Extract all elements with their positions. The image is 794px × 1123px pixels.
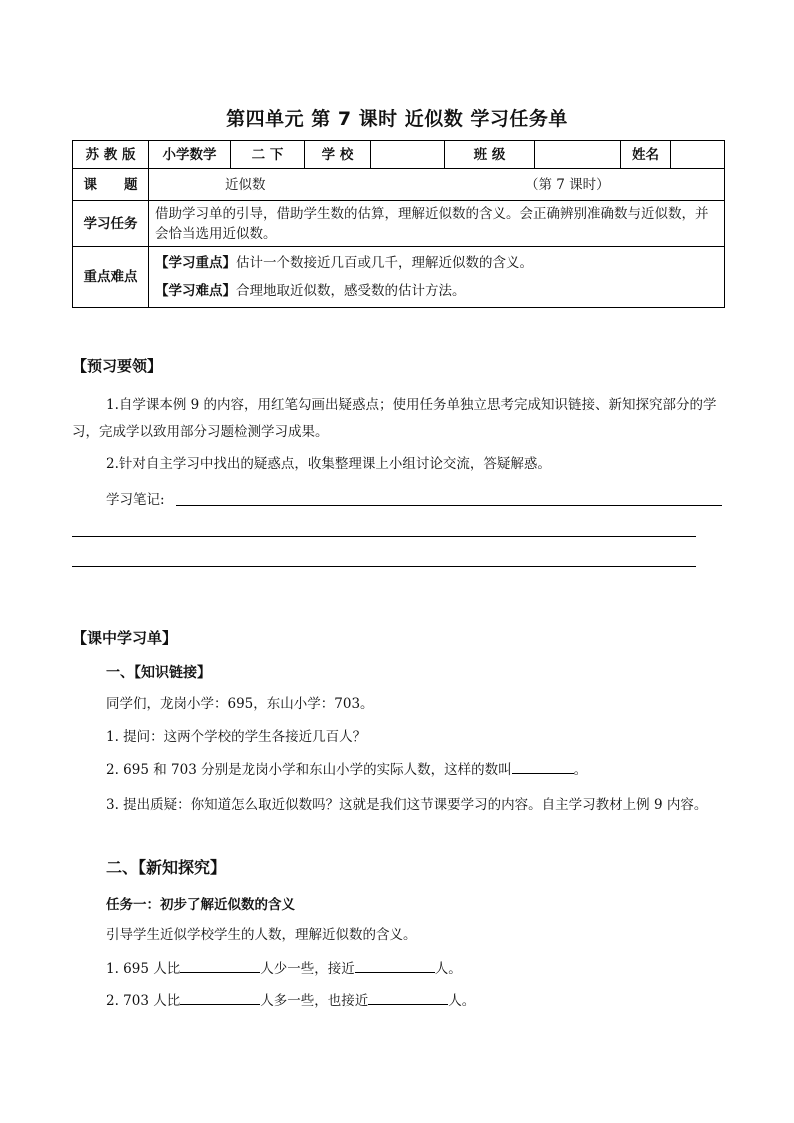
- knowledge-link-heading: 一、【知识链接】: [106, 665, 211, 681]
- notes-label: 学习笔记:: [106, 492, 165, 508]
- school-field[interactable]: [371, 141, 445, 169]
- task1-q2-part-b: 人多一些，也接近: [260, 993, 369, 1009]
- task1-heading: 任务一：初步了解近似数的含义: [106, 897, 295, 913]
- task1-q2: [106, 990, 475, 1011]
- question-3: 3. 提出质疑：你知道怎么取近似数吗？这就是我们这节课要学习的内容。自主学习教材上例 9 内容。: [106, 797, 708, 813]
- task1-q2-part-c: 人。: [448, 993, 476, 1009]
- question-2-end: 。: [573, 762, 588, 778]
- grade-cell: 二 下: [231, 141, 305, 169]
- task1-q1-blank-1[interactable]: [180, 958, 260, 973]
- task1-q1-part-c: 人。: [434, 961, 462, 977]
- task-label: 学习任务: [73, 201, 149, 247]
- new-knowledge-heading: 二、【新知探究】: [106, 858, 227, 877]
- name-label: 姓名: [621, 141, 671, 169]
- preview-heading: 【预习要领】: [72, 357, 163, 375]
- task1-intro: 引导学生近似学校学生的人数，理解近似数的含义。: [106, 927, 417, 943]
- task1-q1: [106, 958, 462, 979]
- school-label: 学 校: [305, 141, 371, 169]
- key-point-row: [155, 249, 718, 277]
- difficulty-text: 合理地取近似数，感受数的估计方法。: [236, 283, 466, 299]
- answer-blank[interactable]: [512, 759, 574, 774]
- key-label: 重点难点: [73, 247, 149, 308]
- question-1: 1. 提问：这两个学校的学生各接近几百人？: [106, 729, 367, 745]
- difficulty-row: [155, 277, 718, 305]
- task1-q1-blank-2[interactable]: [355, 958, 435, 973]
- name-field[interactable]: [671, 141, 725, 169]
- preview-item-2: 2.针对自主学习中找出的疑惑点，收集整理课上小组讨论交流，答疑解惑。: [106, 456, 551, 472]
- inclass-heading: 【课中学习单】: [72, 629, 178, 647]
- key-point-text: 估计一个数接近几百或几千，理解近似数的含义。: [236, 255, 533, 271]
- subject-cell: 小学数学: [149, 141, 231, 169]
- key-point-tag: 【学习重点】: [155, 255, 236, 271]
- difficulty-tag: 【学习难点】: [155, 283, 236, 299]
- task1-q2-part-a: 2. 703 人比: [106, 993, 181, 1009]
- class-field[interactable]: [535, 141, 621, 169]
- task1-q2-blank-1[interactable]: [180, 990, 260, 1005]
- info-table: [72, 140, 725, 308]
- notes-line-1[interactable]: [176, 505, 722, 506]
- intro-schools: 同学们，龙岗小学：695，东山小学：703。: [106, 696, 374, 712]
- preview-item-1: 1.自学课本例 9 的内容，用红笔勾画出疑惑点；使用任务单独立思考完成知识链接、新知探究部分的学习，完成学以致用部分习题检测学习成果。: [72, 397, 717, 440]
- topic-label: 课 题: [73, 169, 149, 201]
- page-title: 第四单元 第 7 课时 近似数 学习任务单: [226, 108, 568, 130]
- notes-line-3[interactable]: [72, 566, 696, 567]
- question-2: [106, 759, 587, 780]
- task-text: 借助学习单的引导，借助学生数的估算，理解近似数的含义。会正确辨别准确数与近似数，并会恰当选用近似数。: [149, 201, 725, 247]
- topic-value: 近似数: [225, 176, 266, 193]
- notes-line-2[interactable]: [72, 536, 696, 537]
- key-cell: [149, 247, 725, 308]
- lesson-number: （第 7 课时）: [525, 176, 610, 193]
- task1-q1-part-a: 1. 695 人比: [106, 961, 181, 977]
- edition-label: 苏 教 版: [73, 141, 149, 169]
- topic-cell: [149, 169, 725, 201]
- question-2-text: 2. 695 和 703 分别是龙岗小学和东山小学的实际人数，这样的数叫: [106, 762, 512, 778]
- class-label: 班 级: [445, 141, 535, 169]
- task1-q1-part-b: 人少一些，接近: [260, 961, 355, 977]
- task1-q2-blank-2[interactable]: [368, 990, 448, 1005]
